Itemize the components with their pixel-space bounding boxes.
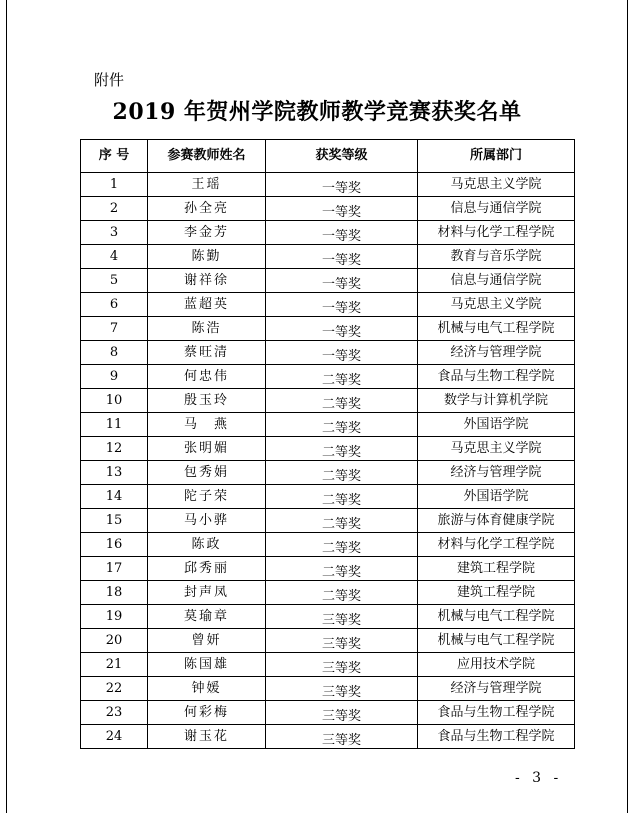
table-row <box>81 221 575 245</box>
table-row <box>81 509 575 533</box>
cell-number: 10 <box>81 389 148 413</box>
cell-department: 机械与电气工程学院 <box>418 629 575 653</box>
cell-department: 旅游与体育健康学院 <box>418 509 575 533</box>
header-award: 获奖等级 <box>266 140 418 173</box>
page-title: 2019 年贺州学院教师教学竞赛获奖名单 <box>112 99 522 125</box>
cell-department: 信息与通信学院 <box>418 197 575 221</box>
cell-award-level <box>266 653 418 677</box>
cell-number: 21 <box>81 653 148 677</box>
award-text: 一等奖 <box>321 205 361 220</box>
cell-award-level <box>266 197 418 221</box>
award-text: 二等奖 <box>321 445 361 460</box>
cell-award-level <box>266 365 418 389</box>
cell-award-level <box>266 557 418 581</box>
table-row <box>81 413 575 437</box>
cell-number: 24 <box>81 725 148 749</box>
cell-number: 8 <box>81 341 148 365</box>
header-department: 所属部门 <box>418 140 575 173</box>
cell-award-level <box>266 533 418 557</box>
cell-award-level <box>266 221 418 245</box>
cell-award-level <box>266 485 418 509</box>
cell-award-level <box>266 389 418 413</box>
cell-teacher-name: 陀子荣 <box>148 485 266 509</box>
cell-department: 机械与电气工程学院 <box>418 317 575 341</box>
cell-number: 11 <box>81 413 148 437</box>
cell-teacher-name: 何忠伟 <box>148 365 266 389</box>
cell-number: 18 <box>81 581 148 605</box>
cell-department: 机械与电气工程学院 <box>418 605 575 629</box>
cell-department: 材料与化学工程学院 <box>418 533 575 557</box>
cell-teacher-name: 邱秀丽 <box>148 557 266 581</box>
cell-award-level <box>266 509 418 533</box>
cell-award-level <box>266 269 418 293</box>
cell-award-level <box>266 581 418 605</box>
table-row <box>81 341 575 365</box>
cell-teacher-name: 殷玉玲 <box>148 389 266 413</box>
table-row <box>81 533 575 557</box>
table-row <box>81 245 575 269</box>
table-row <box>81 317 575 341</box>
award-text: 二等奖 <box>321 589 361 604</box>
award-text: 二等奖 <box>321 493 361 508</box>
award-text: 三等奖 <box>321 613 361 628</box>
cell-number: 19 <box>81 605 148 629</box>
cell-teacher-name: 王瑶 <box>148 173 266 197</box>
cell-teacher-name: 陈政 <box>148 533 266 557</box>
cell-award-level <box>266 461 418 485</box>
table-row <box>81 293 575 317</box>
table-body <box>81 173 575 749</box>
cell-award-level <box>266 245 418 269</box>
award-text: 三等奖 <box>321 685 361 700</box>
cell-department: 经济与管理学院 <box>418 341 575 365</box>
award-text: 二等奖 <box>321 517 361 532</box>
award-text: 一等奖 <box>321 277 361 292</box>
cell-number: 7 <box>81 317 148 341</box>
award-text: 二等奖 <box>321 421 361 436</box>
cell-teacher-name: 马小骅 <box>148 509 266 533</box>
award-text: 三等奖 <box>321 709 361 724</box>
table-row <box>81 389 575 413</box>
cell-department: 材料与化学工程学院 <box>418 221 575 245</box>
cell-department: 食品与生物工程学院 <box>418 701 575 725</box>
cell-teacher-name: 张明媚 <box>148 437 266 461</box>
award-text: 一等奖 <box>321 253 361 268</box>
header-name: 参赛教师姓名 <box>148 140 266 173</box>
cell-teacher-name: 陈国雄 <box>148 653 266 677</box>
cell-award-level <box>266 701 418 725</box>
cell-teacher-name: 李金芳 <box>148 221 266 245</box>
cell-teacher-name: 谢祥徐 <box>148 269 266 293</box>
cell-number: 22 <box>81 677 148 701</box>
cell-teacher-name: 包秀娟 <box>148 461 266 485</box>
cell-department: 建筑工程学院 <box>418 581 575 605</box>
cell-number: 20 <box>81 629 148 653</box>
cell-award-level <box>266 317 418 341</box>
cell-department: 建筑工程学院 <box>418 557 575 581</box>
table-row <box>81 365 575 389</box>
table-row <box>81 557 575 581</box>
table-row <box>81 677 575 701</box>
table-header-row <box>81 140 575 173</box>
cell-teacher-name: 蓝超英 <box>148 293 266 317</box>
attachment-label: 附件 <box>94 71 125 89</box>
table-row <box>81 269 575 293</box>
cell-number: 23 <box>81 701 148 725</box>
cell-teacher-name: 孙全亮 <box>148 197 266 221</box>
cell-department: 数学与计算机学院 <box>418 389 575 413</box>
cell-department: 经济与管理学院 <box>418 461 575 485</box>
award-text: 二等奖 <box>321 469 361 484</box>
cell-number: 14 <box>81 485 148 509</box>
cell-award-level <box>266 293 418 317</box>
cell-department: 马克思主义学院 <box>418 437 575 461</box>
cell-number: 15 <box>81 509 148 533</box>
page-number: - 3 - <box>515 770 563 786</box>
cell-award-level <box>266 437 418 461</box>
table-row <box>81 629 575 653</box>
table-row <box>81 173 575 197</box>
cell-teacher-name: 莫瑜章 <box>148 605 266 629</box>
cell-number: 6 <box>81 293 148 317</box>
cell-teacher-name: 谢玉花 <box>148 725 266 749</box>
table-row <box>81 461 575 485</box>
award-text: 一等奖 <box>321 229 361 244</box>
cell-department: 食品与生物工程学院 <box>418 725 575 749</box>
cell-award-level <box>266 341 418 365</box>
cell-department: 教育与音乐学院 <box>418 245 575 269</box>
cell-teacher-name: 封声凤 <box>148 581 266 605</box>
cell-teacher-name: 蔡旺清 <box>148 341 266 365</box>
table-row <box>81 605 575 629</box>
cell-number: 2 <box>81 197 148 221</box>
cell-department: 食品与生物工程学院 <box>418 365 575 389</box>
award-text: 一等奖 <box>321 325 361 340</box>
award-text: 三等奖 <box>321 661 361 676</box>
cell-number: 16 <box>81 533 148 557</box>
cell-award-level <box>266 413 418 437</box>
cell-department: 马克思主义学院 <box>418 173 575 197</box>
cell-award-level <box>266 629 418 653</box>
cell-teacher-name: 陈浩 <box>148 317 266 341</box>
cell-teacher-name: 钟媛 <box>148 677 266 701</box>
award-text: 一等奖 <box>321 181 361 196</box>
award-text: 二等奖 <box>321 397 361 412</box>
award-text: 三等奖 <box>321 637 361 652</box>
cell-department: 外国语学院 <box>418 413 575 437</box>
table-row <box>81 725 575 749</box>
award-text: 三等奖 <box>321 733 361 748</box>
award-table <box>80 139 575 749</box>
cell-department: 经济与管理学院 <box>418 677 575 701</box>
header-number: 序 号 <box>81 140 148 173</box>
table-row <box>81 653 575 677</box>
cell-number: 13 <box>81 461 148 485</box>
table-row <box>81 701 575 725</box>
award-text: 二等奖 <box>321 565 361 580</box>
table-row <box>81 581 575 605</box>
cell-award-level <box>266 725 418 749</box>
table-row <box>81 437 575 461</box>
cell-award-level <box>266 677 418 701</box>
cell-award-level <box>266 605 418 629</box>
award-text: 一等奖 <box>321 301 361 316</box>
cell-award-level <box>266 173 418 197</box>
award-text: 一等奖 <box>321 349 361 364</box>
cell-number: 4 <box>81 245 148 269</box>
cell-number: 3 <box>81 221 148 245</box>
cell-teacher-name: 马 燕 <box>148 413 266 437</box>
cell-teacher-name: 何彩梅 <box>148 701 266 725</box>
award-text: 二等奖 <box>321 541 361 556</box>
cell-department: 外国语学院 <box>418 485 575 509</box>
cell-number: 12 <box>81 437 148 461</box>
table-row <box>81 197 575 221</box>
award-text: 二等奖 <box>321 373 361 388</box>
cell-teacher-name: 陈勤 <box>148 245 266 269</box>
cell-number: 17 <box>81 557 148 581</box>
cell-teacher-name: 曾妍 <box>148 629 266 653</box>
cell-department: 马克思主义学院 <box>418 293 575 317</box>
cell-number: 1 <box>81 173 148 197</box>
table-row <box>81 485 575 509</box>
cell-department: 信息与通信学院 <box>418 269 575 293</box>
cell-number: 5 <box>81 269 148 293</box>
cell-department: 应用技术学院 <box>418 653 575 677</box>
cell-number: 9 <box>81 365 148 389</box>
